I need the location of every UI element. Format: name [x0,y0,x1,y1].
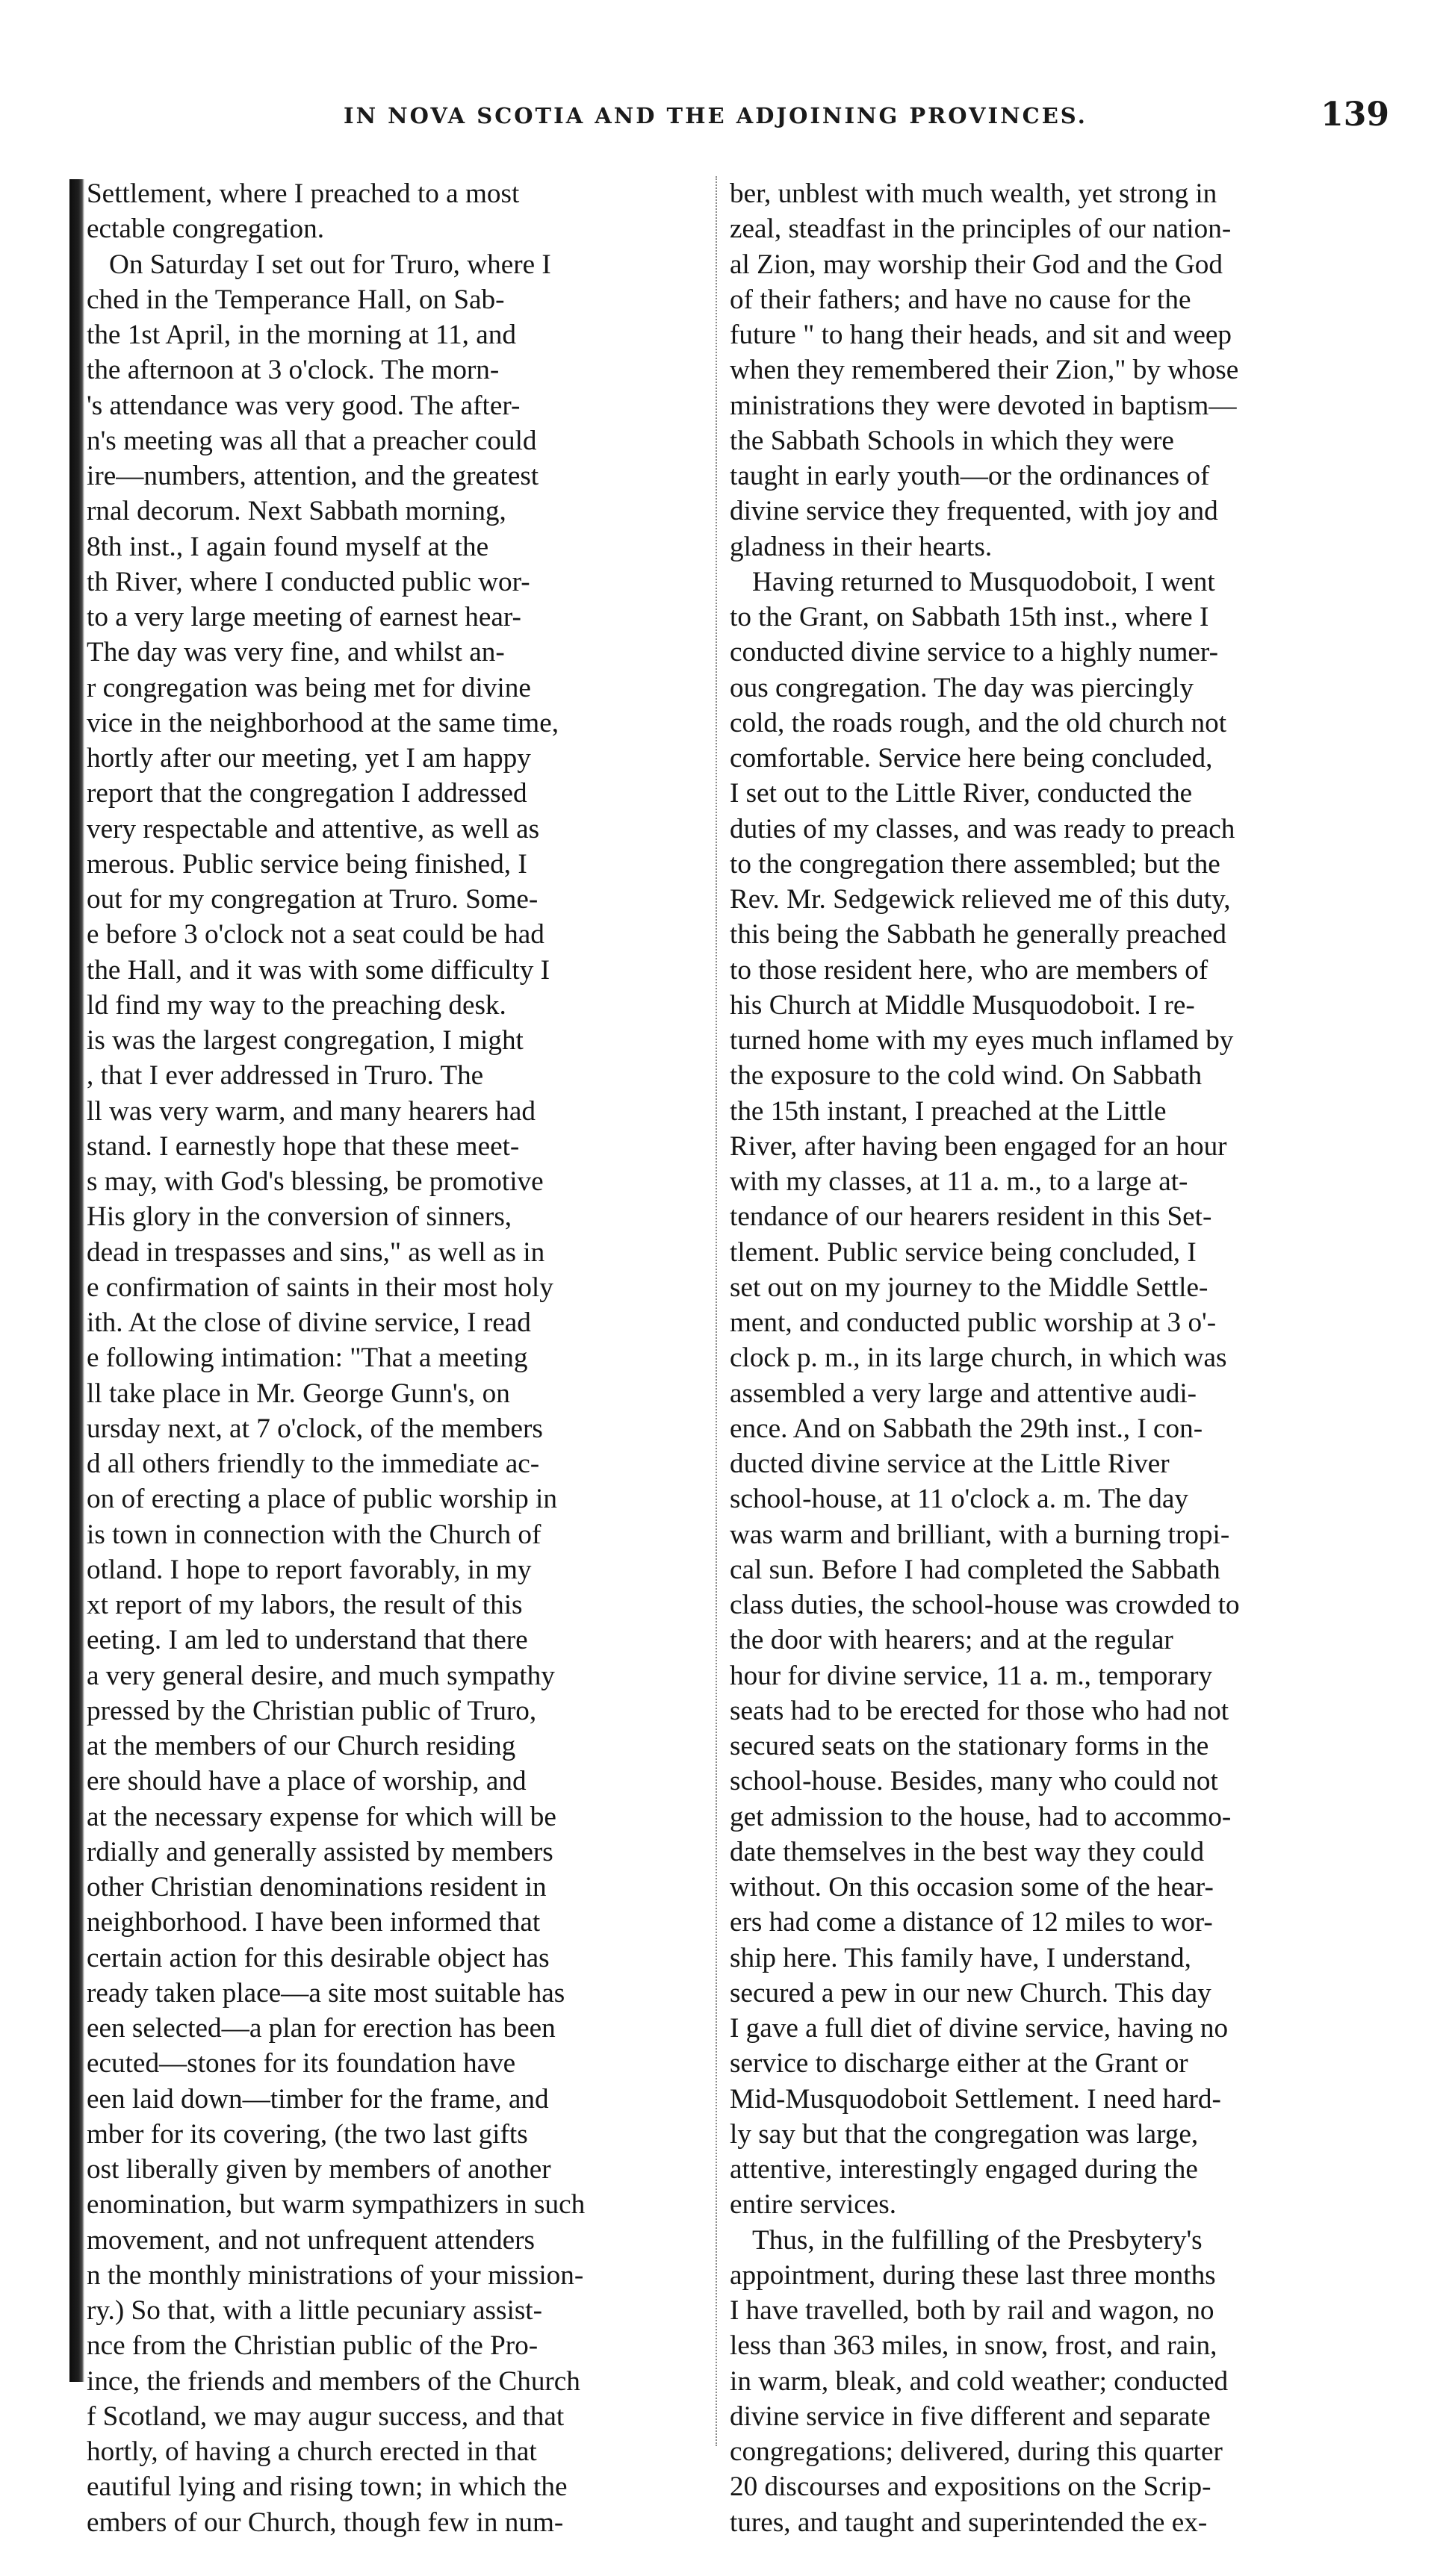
text-line: 20 discourses and expositions on the Scrip- [730,2471,1211,2503]
text-line: rdially and generally assisted by members [87,1836,553,1867]
text-line: ll take place in Mr. George Gunn's, on [87,1378,510,1409]
text-line: seats had to be erected for those who had not [730,1695,1229,1726]
text-line: eautiful lying and rising town; in which the [87,2471,568,2503]
text-line: to the congregation there assembled; but the [730,848,1220,880]
text-line: n the monthly ministrations of your mission- [87,2259,584,2291]
text-line: Having returned to Musquodoboit, I went [752,566,1215,597]
text-line: rnal decorum. Next Sabbath morning, [87,496,506,527]
text-line: clock p. m., in its large church, in which was [730,1343,1227,1374]
text-line: ost liberally given by members of another [87,2154,551,2185]
text-line: hortly, of having a church erected in that [87,2436,537,2467]
text-line: the door with hearers; and at the regular [730,1625,1173,1656]
text-line: Settlement, where I preached to a most [87,178,520,209]
text-line: zeal, steadfast in the principles of our nation- [730,214,1232,245]
text-line: The day was very fine, and whilst an- [87,637,505,668]
text-line: service to discharge either at the Grant or [730,2048,1188,2079]
text-line: Mid-Musquodoboit Settlement. I need hard- [730,2083,1221,2115]
text-line: ous congregation. The day was piercingly [730,672,1194,703]
text-line: stand. I earnestly hope that these meet- [87,1130,520,1162]
text-line: the 1st April, in the morning at 11, and [87,320,516,350]
text-line: ire—numbers, attention, and the greatest [87,461,539,491]
text-line: e before 3 o'clock not a seat could be had [87,919,544,951]
text-line: is town in connection with the Church of [87,1519,542,1550]
text-line: tures, and taught and superintended the ex- [730,2507,1208,2538]
text-line: ship here. This family have, I understand, [730,1942,1191,1973]
text-line: his Church at Middle Musquodoboit. I re- [730,989,1195,1021]
right-column [730,176,1368,2540]
text-line: His glory in the conversion of sinners, [87,1201,512,1233]
text-line: ready taken place—a site most suitable has [87,1977,565,2009]
text-line: on of erecting a place of public worship in [87,1484,557,1515]
text-line: was warm and brilliant, with a burning tropi- [730,1519,1230,1550]
text-line: River, after having been engaged for an hour [730,1130,1227,1162]
text-line: very respectable and attentive, as well as [87,813,540,844]
text-line: ere should have a place of worship, and [87,1766,527,1797]
text-line: 8th inst., I again found myself at the [87,531,489,562]
text-line: Rev. Mr. Sedgewick relieved me of this duty, [730,884,1231,915]
binding-shadow [69,179,84,2382]
text-line: of their fathers; and have no cause for the [730,284,1191,315]
text-line: Thus, in the fulfilling of the Presbytery's [752,2224,1203,2256]
text-line: ers had come a distance of 12 miles to wor- [730,1907,1213,1938]
text-line: ducted divine service at the Little River [730,1449,1170,1479]
text-line: n's meeting was all that a preacher could [87,425,537,456]
text-line: conducted divine service to a highly numer- [730,637,1218,668]
text-line: hortly after our meeting, yet I am happy [87,743,531,774]
text-line: r congregation was being met for divine [87,672,531,703]
text-line: when they remembered their Zion," by whose [730,355,1239,386]
text-line: ince, the friends and members of the Church [87,2365,580,2397]
text-line: future " to hang their heads, and sit and weep [730,320,1232,350]
text-line: merous. Public service being finished, I [87,848,527,880]
text-line: dead in trespasses and sins," as well as in [87,1236,545,1268]
text-line: secured a pew in our new Church. This day [730,1977,1211,2009]
text-line: ment, and conducted public worship at 3 o'- [730,1307,1217,1338]
text-line: tlement. Public service being concluded, I [730,1236,1197,1268]
text-line: f Scotland, we may augur success, and that [87,2401,565,2432]
text-line: nce from the Christian public of the Pro- [87,2330,539,2362]
text-line: without. On this occasion some of the hear- [730,1872,1214,1903]
text-line: al Zion, may worship their God and the God [730,249,1223,280]
text-line: xt report of my labors, the result of this [87,1590,523,1620]
text-line: s may, with God's blessing, be promotive [87,1166,544,1197]
page-header [90,96,1389,148]
text-line: attentive, interestingly engaged during the [730,2154,1198,2185]
text-line: e confirmation of saints in their most holy [87,1272,553,1303]
text-line: the Sabbath Schools in which they were [730,425,1174,456]
text-line: ld find my way to the preaching desk. [87,989,506,1021]
text-line: less than 363 miles, in snow, frost, and rain, [730,2330,1217,2362]
text-line: this being the Sabbath he generally preached [730,919,1226,951]
text-line: I gave a full diet of divine service, having no [730,2013,1229,2044]
text-line: mber for its covering, (the two last gifts [87,2118,528,2150]
text-line: date themselves in the best way they could [730,1836,1205,1867]
text-line: een laid down—timber for the frame, and [87,2083,549,2115]
text-line: ly say but that the congregation was large, [730,2118,1199,2150]
text-line: get admission to the house, had to accommo- [730,1801,1232,1832]
running-head: IN NOVA SCOTIA AND THE ADJOINING PROVINCES. [344,103,1087,128]
text-line: gladness in their hearts. [730,531,993,562]
text-line: ber, unblest with much wealth, yet strong in [730,178,1217,209]
text-line: to a very large meeting of earnest hear- [87,602,521,632]
text-line: e following intimation: "That a meeting [87,1343,528,1374]
text-line: the afternoon at 3 o'clock. The morn- [87,355,500,386]
text-line: cal sun. Before I had completed the Sabbath [730,1554,1220,1585]
text-line: movement, and not unfrequent attenders [87,2224,535,2256]
text-line: I set out to the Little River, conducted the [730,778,1193,809]
text-line: , that I ever addressed in Truro. The [87,1060,484,1092]
text-line: is was the largest congregation, I might [87,1025,524,1056]
text-line: school-house, at 11 o'clock a. m. The day [730,1484,1188,1515]
text-line: taught in early youth—or the ordinances of [730,461,1210,491]
text-line: class duties, the school-house was crowded to [730,1590,1240,1620]
text-line: the Hall, and it was with some difficulty I [87,954,550,986]
text-line: set out on my journey to the Middle Settle- [730,1272,1208,1303]
text-line: hour for divine service, 11 a. m., temporary [730,1660,1213,1691]
page-number: 139 [1321,96,1389,134]
text-line: in warm, bleak, and cold weather; conducted [730,2365,1229,2397]
text-line: ll was very warm, and many hearers had [87,1095,536,1127]
text-line: On Saturday I set out for Truro, where I [109,249,551,280]
text-line: certain action for this desirable object has [87,1942,550,1973]
text-line: embers of our Church, though few in num- [87,2507,564,2538]
text-line: enomination, but warm sympathizers in such [87,2189,586,2221]
text-line: een selected—a plan for erection has been [87,2013,556,2044]
text-line: to the Grant, on Sabbath 15th inst., where I [730,602,1209,632]
text-line: ecuted—stones for its foundation have [87,2048,516,2079]
text-line: duties of my classes, and was ready to preach [730,813,1235,844]
text-line: ursday next, at 7 o'clock, of the members [87,1413,543,1444]
text-line: th River, where I conducted public wor- [87,566,530,597]
text-line: ry.) So that, with a little pecuniary assist- [87,2295,543,2326]
text-line: divine service they frequented, with joy and [730,496,1218,527]
text-line: ith. At the close of divine service, I read [87,1307,531,1338]
text-line: 's attendance was very good. The after- [87,390,521,421]
text-line: pressed by the Christian public of Truro, [87,1695,537,1726]
text-line: I have travelled, both by rail and wagon, no [730,2295,1214,2326]
column-rule [716,176,717,2446]
text-line: at the necessary expense for which will be [87,1801,556,1832]
text-line: other Christian denominations resident in [87,1872,547,1903]
left-column [87,176,708,2540]
text-line: the 15th instant, I preached at the Little [730,1095,1167,1127]
text-line: cold, the roads rough, and the old church not [730,707,1227,738]
text-line: the exposure to the cold wind. On Sabbath [730,1060,1203,1092]
text-line: congregations; delivered, during this quarter [730,2436,1223,2467]
text-line: neighborhood. I have been informed that [87,1907,541,1938]
text-line: assembled a very large and attentive audi- [730,1378,1197,1409]
text-line: ministrations they were devoted in baptism— [730,390,1237,421]
text-line: a very general desire, and much sympathy [87,1660,555,1691]
text-line: divine service in five different and separate [730,2401,1211,2432]
text-line: at the members of our Church residing [87,1731,516,1761]
text-line: d all others friendly to the immediate ac- [87,1449,540,1479]
text-line: ched in the Temperance Hall, on Sab- [87,284,505,315]
text-line: to those resident here, who are members of [730,954,1208,986]
text-line: report that the congregation I addressed [87,778,527,809]
text-line: appointment, during these last three months [730,2259,1216,2291]
text-line: secured seats on the stationary forms in the [730,1731,1209,1761]
text-line: with my classes, at 11 a. m., to a large at- [730,1166,1188,1197]
text-line: otland. I hope to report favorably, in my [87,1554,532,1585]
text-line: school-house. Besides, many who could not [730,1766,1218,1797]
text-line: ectable congregation. [87,214,325,245]
text-line: eeting. I am led to understand that there [87,1625,528,1656]
text-line: vice in the neighborhood at the same time, [87,707,559,738]
text-line: tendance of our hearers resident in this Set- [730,1201,1212,1233]
text-line: comfortable. Service here being concluded, [730,743,1213,774]
text-line: out for my congregation at Truro. Some- [87,884,539,915]
text-line: turned home with my eyes much inflamed by [730,1025,1234,1056]
text-line: entire services. [730,2189,897,2221]
text-line: ence. And on Sabbath the 29th inst., I con- [730,1413,1203,1444]
